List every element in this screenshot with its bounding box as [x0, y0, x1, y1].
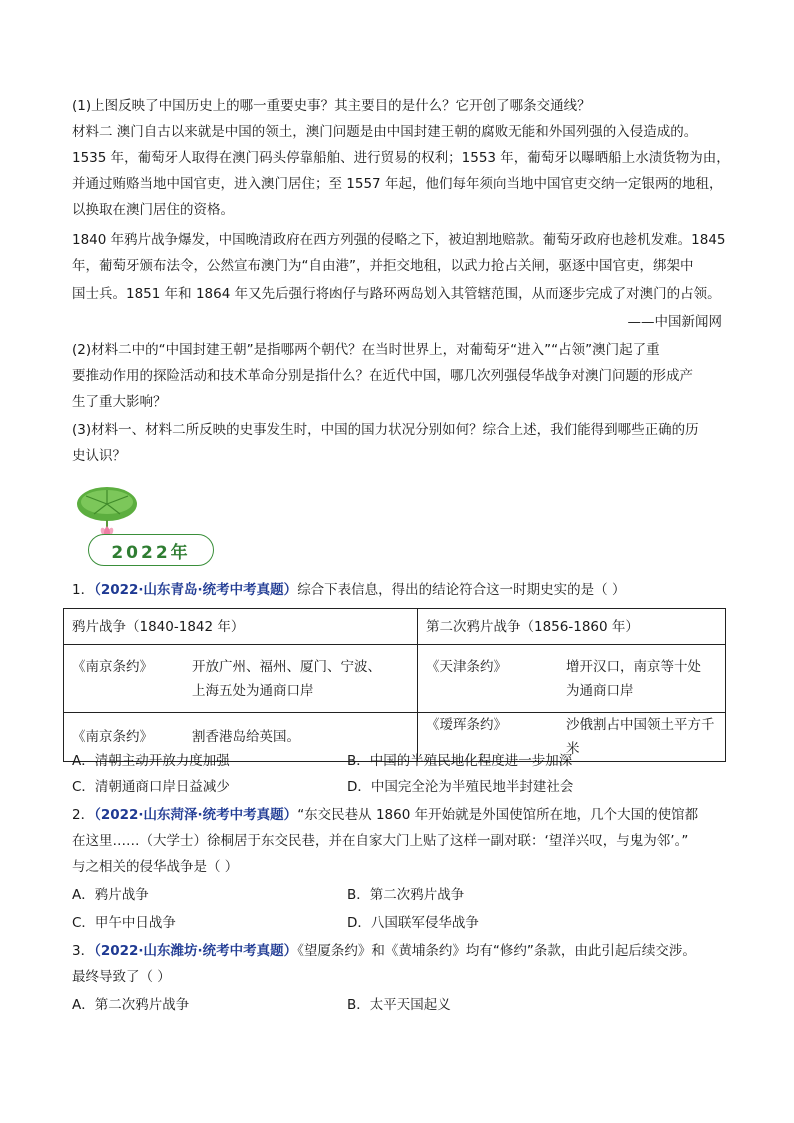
treaty-term: 上海五处为通商口岸 [192, 682, 314, 699]
material2-line-6: 年，葡萄牙颁布法令，公然宣布澳门为“自由港”，并拒交地租，以武力抢占关闸，驱逐中国官吏，绑架中 [72, 258, 694, 274]
table-header-row [64, 609, 726, 645]
question-text: 综合下表信息，得出的结论符合这一时期史实的是（ ） [297, 582, 626, 598]
question-2-line-3: 与之相关的侵华战争是（ ） [72, 859, 239, 875]
treaty-term: 沙俄割占中国领土平方千米 [566, 717, 715, 757]
question-sub-1: (1)上图反映了中国历史上的哪一重要史事？其主要目的是什么？它开创了哪条交通线？ [72, 98, 591, 114]
question-3-stem [72, 940, 696, 962]
option-d[interactable]: D．八国联军侵华战争 [347, 915, 479, 931]
option-b[interactable]: B．太平天国起义 [347, 997, 451, 1013]
question-source: （2022·山东潍坊·统考中考真题） [94, 943, 298, 959]
option-a[interactable]: A．清朝主动开放力度加强 [72, 753, 230, 769]
option-c[interactable]: C．清朝通商口岸日益减少 [72, 779, 230, 795]
option-d[interactable]: D．中国完全沦为半殖民地半封建社会 [347, 779, 574, 795]
question-number: 2． [72, 807, 95, 823]
material2-line-2: 1535 年，葡萄牙人取得在澳门码头停靠船舶、进行贸易的权利；1553 年，葡萄牙以曝晒船上水渍货物为由， [72, 150, 730, 166]
question-1-stem [72, 579, 625, 601]
question-sub-3-line-1: (3)材料一、材料二所反映的史事发生时，中国的国力状况分别如何？综合上述，我们能得到哪些正确的历 [72, 422, 699, 438]
question-sub-2-line-1: (2)材料二中的“中国封建王朝”是指哪两个朝代？在当时世界上，对葡萄牙“进入”“占领”澳门起了重 [72, 342, 660, 358]
table-header-cell: 鸦片战争（1840-1842 年） [64, 609, 418, 645]
question-2-stem [72, 804, 698, 826]
material2-line-3: 并通过贿赂当地中国官吏，进入澳门居住；至 1557 年起，他们每年须向当地中国官吏交纳一定银两的地租， [72, 176, 723, 192]
treaty-name: 《南京条约》 [72, 729, 153, 745]
question-number: 3． [72, 943, 95, 959]
material2-source: ——中国新闻网 [627, 314, 722, 330]
question-source: （2022·山东菏泽·统考中考真题） [94, 807, 298, 823]
question-source: （2022·山东青岛·统考中考真题） [94, 582, 298, 598]
comparison-table [63, 608, 726, 762]
material2-line-5: 1840 年鸦片战争爆发，中国晚清政府在西方列强的侵略之下，被迫割地赔款。葡萄牙政府也趁机发难。1845 [72, 232, 726, 248]
table-cell [64, 645, 418, 713]
option-a[interactable]: A．第二次鸦片战争 [72, 997, 190, 1013]
question-text: 《望厦条约》和《黄埔条约》均有“修约”条款，由此引起后续交涉。 [297, 943, 696, 959]
question-3-line-2: 最终导致了（ ） [72, 969, 171, 985]
material2-line-1: 材料二 澳门自古以来就是中国的领土，澳门问题是由中国封建王朝的腐败无能和外国列强的入侵造成的。 [72, 124, 698, 140]
question-2-line-2: 在这里……（大学士）徐桐居于东交民巷，并在自家大门上贴了这样一副对联：‘望洋兴叹，与鬼为邻’。” [72, 833, 689, 849]
treaty-term: 增开汉口，南京等十处 [566, 658, 701, 675]
question-text: “东交民巷从 1860 年开始就是外国使馆所在地，几个大国的使馆都 [297, 807, 699, 823]
table-header-cell: 第二次鸦片战争（1856-1860 年） [418, 609, 726, 645]
option-b[interactable]: B．第二次鸦片战争 [347, 887, 465, 903]
question-sub-2-line-2: 要推动作用的探险活动和技术革命分别是指什么？在近代中国，哪几次列强侵华战争对澳门问题的形成产 [72, 368, 693, 384]
treaty-name: 《南京条约》 [72, 658, 153, 675]
question-number: 1． [72, 582, 95, 598]
table-row [64, 645, 726, 713]
treaty-name: 《天津条约》 [426, 658, 507, 675]
table-cell [418, 645, 726, 713]
question-sub-2-line-3: 生了重大影响？ [72, 394, 167, 410]
material2-line-4: 以换取在澳门居住的资格。 [72, 202, 234, 218]
section-header [74, 480, 224, 572]
treaty-name: 《瑷珲条约》 [426, 717, 507, 733]
question-sub-3-line-2: 史认识？ [72, 448, 126, 464]
option-b[interactable]: B．中国的半殖民地化程度进一步加深 [347, 753, 573, 769]
option-c[interactable]: C．甲午中日战争 [72, 915, 176, 931]
material2-line-7: 国士兵。1851 年和 1864 年又先后强行将凼仔与路环两岛划入其管辖范围，从而逐步完成了对澳门的占领。 [72, 286, 721, 302]
treaty-term: 为通商口岸 [566, 682, 634, 699]
section-year-badge: 2022年 [88, 534, 214, 566]
option-a[interactable]: A．鸦片战争 [72, 887, 149, 903]
treaty-term: 开放广州、福州、厦门、宁波、 [192, 658, 381, 675]
treaty-term: 割香港岛给英国。 [192, 729, 300, 745]
